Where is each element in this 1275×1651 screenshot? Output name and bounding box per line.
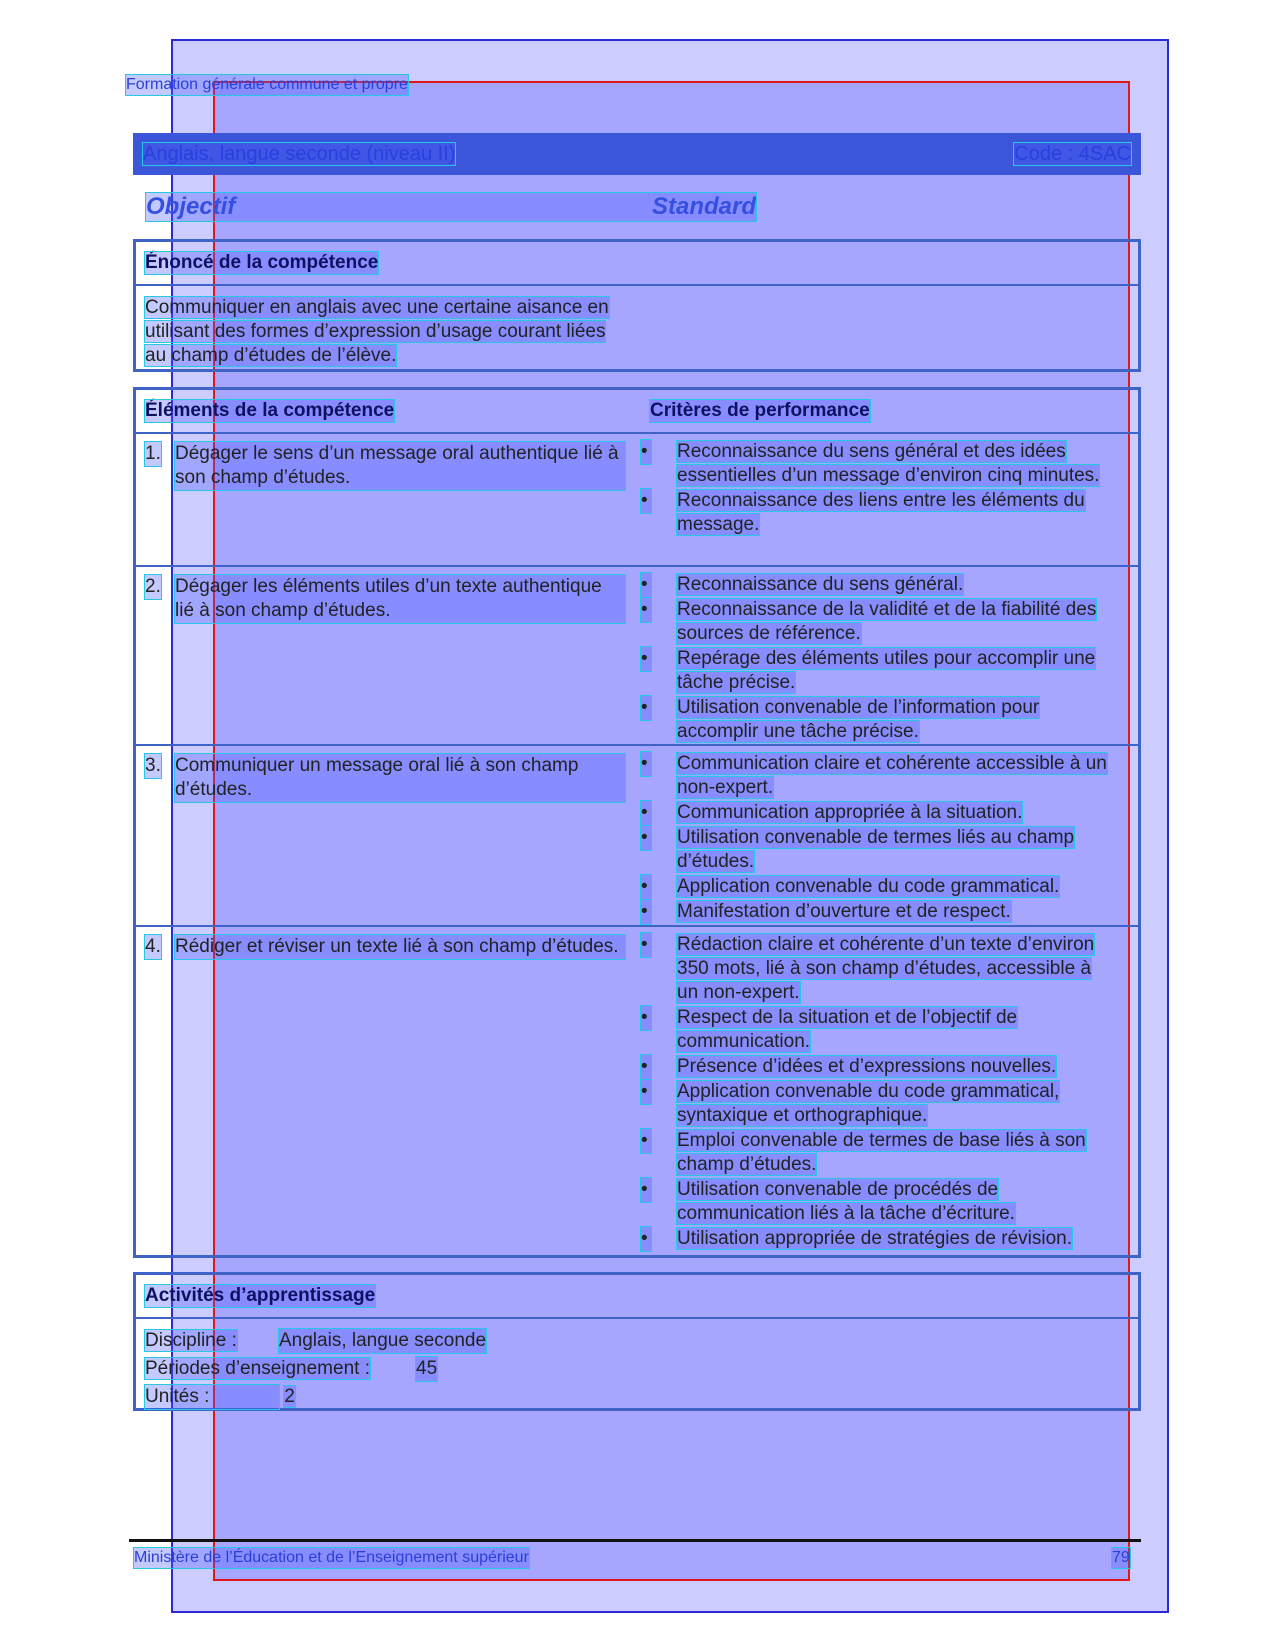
criterion-item [641, 900, 1111, 924]
criterion-text: Respect de la situation et de l’objectif de communication. [677, 1007, 1018, 1052]
criterion-text: Utilisation convenable de termes liés au champ d’études. [677, 827, 1075, 872]
criterion-item [641, 752, 1111, 800]
criterion-item [641, 440, 1111, 488]
criterion-text: Utilisation convenable de l’information pour accomplir une tâche précise. [677, 697, 1040, 742]
statement-text-content: Communiquer en anglais avec une certaine aisance en utilisant des formes d’expression d’usage courant liées au champ d’études de l’élève. [145, 297, 609, 366]
bullet-icon: • [641, 801, 651, 825]
criterion-text: Application convenable du code grammatical, syntaxique et orthographique. [677, 1081, 1060, 1126]
page-number: 79 [1112, 1549, 1130, 1566]
bullet-icon: • [641, 489, 651, 513]
criterion-item [641, 801, 1111, 825]
criterion-text: Emploi convenable de termes de base liés à son champ d’études. [677, 1130, 1086, 1175]
criterion-text: Manifestation d’ouverture et de respect. [677, 901, 1011, 922]
statement-header [136, 242, 1138, 286]
bullet-icon: • [641, 900, 651, 924]
periods-label: Périodes d’enseignement : [145, 1358, 370, 1379]
discipline-row [145, 1329, 487, 1353]
element-number: 1. [145, 443, 161, 464]
activities-header [136, 1275, 1138, 1319]
bullet-icon: • [641, 1006, 651, 1030]
criterion-item [641, 696, 1111, 744]
criterion-text: Reconnaissance du sens général et des idées essentielles d’un message d’environ cinq minutes. [677, 441, 1100, 486]
bullet-icon: • [641, 647, 651, 671]
bullet-icon: • [641, 1080, 651, 1104]
bullet-icon: • [641, 696, 651, 720]
element-number: 3. [145, 755, 161, 776]
element-number: 4. [145, 936, 161, 957]
footer-divider [129, 1539, 1141, 1542]
periods-value: 45 [416, 1358, 438, 1379]
bullet-icon: • [641, 440, 651, 464]
criterion-item [641, 647, 1111, 695]
bullet-icon: • [641, 598, 651, 622]
discipline-value: Anglais, langue seconde [279, 1330, 487, 1351]
criterion-item [641, 573, 1111, 597]
footer-ministry: Ministère de l’Éducation et de l’Enseignement supérieur [134, 1549, 529, 1566]
criteria-list [641, 573, 1111, 745]
criterion-item [641, 1178, 1111, 1226]
criteria-list [641, 752, 1111, 925]
element-text: Dégager les éléments utiles d’un texte authentique lié à son champ d’études. [175, 575, 625, 623]
criterion-item [641, 933, 1111, 1005]
course-code: Code : 4SAC [1014, 143, 1131, 165]
course-title: Anglais, langue seconde (niveau II) [143, 143, 456, 165]
criterion-item [641, 1006, 1111, 1054]
activities-box [133, 1272, 1141, 1411]
bullet-icon: • [641, 1178, 651, 1202]
element-text: Communiquer un message oral lié à son champ d’études. [175, 754, 625, 802]
elements-box [133, 387, 1141, 1258]
standard-heading: Standard [652, 193, 757, 220]
bullet-icon: • [641, 933, 651, 957]
criterion-item [641, 489, 1111, 537]
bullet-icon: • [641, 1227, 651, 1251]
bullet-icon: • [641, 573, 651, 597]
periods-row [145, 1357, 438, 1381]
criterion-item [641, 875, 1111, 899]
criterion-item [641, 1227, 1111, 1251]
element-section [136, 434, 1138, 565]
criterion-text: Reconnaissance des liens entre les éléments du message. [677, 490, 1085, 535]
activities-heading: Activités d’apprentissage [145, 1285, 376, 1306]
criterion-text: Reconnaissance du sens général. [677, 574, 964, 595]
criterion-item [641, 1055, 1111, 1079]
element-section [136, 925, 1138, 1255]
criterion-text: Reconnaissance de la validité et de la fiabilité des sources de référence. [677, 599, 1097, 644]
criterion-text: Application convenable du code grammatical. [677, 876, 1060, 897]
criterion-text: Communication claire et cohérente accessible à un non-expert. [677, 753, 1107, 798]
criterion-text: Repérage des éléments utiles pour accomplir une tâche précise. [677, 648, 1096, 693]
criterion-text: Utilisation convenable de procédés de communication liés à la tâche d’écriture. [677, 1179, 1015, 1224]
objective-heading: Objectif [146, 193, 651, 221]
criterion-item [641, 1129, 1111, 1177]
statement-heading: Énoncé de la compétence [145, 252, 379, 273]
criterion-text: Communication appropriée à la situation. [677, 802, 1023, 823]
element-section [136, 565, 1138, 744]
bullet-icon: • [641, 826, 651, 850]
criterion-text: Présence d’idées et d’expressions nouvelles. [677, 1056, 1057, 1077]
statement-text [145, 296, 625, 368]
element-text: Dégager le sens d’un message oral authentique lié à son champ d’études. [175, 442, 625, 490]
statement-box [133, 239, 1141, 372]
criteria-list [641, 933, 1111, 1252]
elements-heading: Éléments de la compétence [145, 400, 395, 421]
units-value: 2 [284, 1386, 295, 1407]
bullet-icon: • [641, 1129, 651, 1153]
discipline-label: Discipline : [145, 1330, 237, 1351]
element-number: 2. [145, 576, 161, 597]
criterion-text: Utilisation appropriée de stratégies de révision. [677, 1228, 1072, 1249]
criterion-item [641, 826, 1111, 874]
criterion-text: Rédaction claire et cohérente d’un texte d’environ 350 mots, lié à son champ d’études, accessible à un non-expert. [677, 934, 1095, 1003]
criterion-item [641, 1080, 1111, 1128]
element-section [136, 744, 1138, 925]
bullet-icon: • [641, 875, 651, 899]
title-bar [133, 133, 1141, 175]
units-label: Unités : [145, 1385, 279, 1409]
element-text: Rédiger et réviser un texte lié à son champ d’études. [175, 935, 625, 959]
units-row [145, 1385, 295, 1409]
bullet-icon: • [641, 1055, 651, 1079]
criterion-item [641, 598, 1111, 646]
bullet-icon: • [641, 752, 651, 776]
criteria-list [641, 440, 1111, 538]
elements-header [136, 390, 1138, 434]
criteria-heading: Critères de performance [650, 400, 870, 421]
program-label: Formation générale commune et propre [126, 76, 408, 93]
